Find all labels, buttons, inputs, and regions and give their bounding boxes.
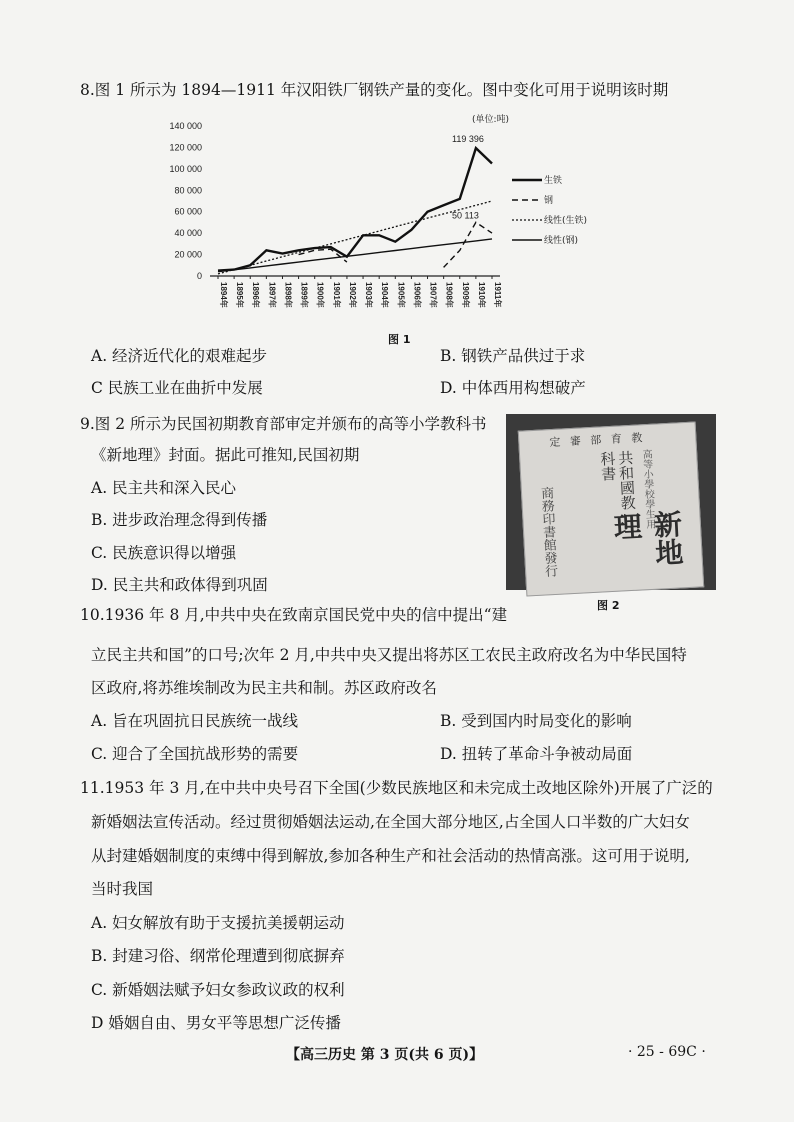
q11-option-d[interactable]: D 婚姻自由、男女平等思想广泛传播 — [91, 1014, 341, 1032]
y-axis-ticks — [169, 121, 202, 281]
cover-publisher-text: 商務印書館發行 — [537, 486, 558, 578]
q11-stem-line-4: 当时我国 — [91, 880, 154, 898]
q10-stem-line-1: 10.1936 年 8 月,中共中央在致南京国民党中央的信中提出“建 — [80, 606, 508, 624]
series-line-线性(钢) — [218, 239, 492, 272]
y-tick-label: 40 000 — [174, 228, 202, 239]
q8-option-d[interactable]: D. 中体西用构想破产 — [440, 379, 586, 397]
cover-top-text: 定 審 部 育 教 — [549, 431, 646, 450]
x-tick-label: 1896年 — [251, 282, 261, 308]
legend-label: 线性(生铁) — [544, 216, 588, 226]
q9-option-c[interactable]: C. 民族意识得以增强 — [91, 544, 237, 562]
y-tick-label: 80 000 — [174, 185, 202, 196]
q8-option-a[interactable]: A. 经济近代化的艰难起步 — [91, 347, 268, 365]
q11-stem-line-1: 11.1953 年 3 月,在中共中央号召下全国(少数民族地区和未完成土改地区除外)开展了广泛的 — [80, 779, 713, 797]
y-tick-label: 0 — [196, 271, 202, 281]
peak-annotation-steel: 50 113 — [452, 210, 479, 221]
cover-title-text: 新地理 — [609, 509, 686, 567]
q9-option-d[interactable]: D. 民主共和政体得到巩固 — [91, 576, 268, 594]
figure-1-caption: 图 1 — [388, 333, 411, 346]
figure-2-caption: 图 2 — [597, 599, 620, 612]
x-tick-label: 1911年 — [493, 282, 502, 308]
x-tick-label: 1910年 — [476, 282, 486, 308]
chart-legend — [512, 174, 587, 246]
y-tick-label: 120 000 — [169, 142, 202, 153]
x-tick-label: 1901年 — [331, 282, 341, 308]
legend-label: 线性(钢) — [544, 236, 579, 246]
x-axis-ticks — [218, 276, 503, 308]
y-tick-label: 140 000 — [169, 121, 202, 131]
q8-stem: 8.图 1 所示为 1894—1911 年汉阳铁厂钢铁产量的变化。图中变化可用于说明该时期 — [80, 81, 669, 99]
x-tick-label: 1902年 — [347, 282, 357, 308]
q10-option-a[interactable]: A. 旨在巩固抗日民族统一战线 — [91, 712, 299, 730]
series-line-生铁 — [218, 148, 492, 271]
legend-label: 钢 — [544, 196, 554, 206]
q8-option-c[interactable]: C 民族工业在曲折中发展 — [91, 379, 263, 397]
chart-series-lines — [218, 148, 492, 274]
y-tick-label: 20 000 — [174, 249, 202, 260]
x-tick-label: 1904年 — [380, 282, 390, 308]
q10-option-b[interactable]: B. 受到国内时局变化的影响 — [440, 712, 632, 730]
x-tick-label: 1895年 — [235, 282, 245, 308]
q10-stem-line-3: 区政府,将苏维埃制改为民主共和制。苏区政府改名 — [91, 679, 437, 697]
y-tick-label: 60 000 — [174, 206, 202, 217]
q11-option-c[interactable]: C. 新婚姻法赋予妇女参政议政的权利 — [91, 981, 345, 999]
textbook-cover — [518, 421, 704, 596]
peak-annotation-iron: 119 396 — [452, 134, 484, 145]
x-tick-label: 1900年 — [315, 282, 325, 308]
q11-option-a[interactable]: A. 妇女解放有助于支援抗美援朝运动 — [91, 914, 345, 932]
q9-option-a[interactable]: A. 民主共和深入民心 — [91, 479, 237, 497]
x-tick-label: 1903年 — [364, 282, 374, 308]
unit-label: (单位:吨) — [472, 115, 510, 125]
q11-stem-line-2: 新婚姻法宣传活动。经过贯彻婚姻法运动,在全国大部分地区,占全国人口半数的广大妇女 — [91, 813, 690, 831]
page-footer: 【高三历史 第 3 页(共 6 页)】 — [286, 1047, 484, 1063]
figure-2-textbook-photo — [506, 414, 716, 590]
x-tick-label: 1897年 — [267, 282, 277, 308]
x-tick-label: 1894年 — [219, 282, 228, 308]
q8-option-b[interactable]: B. 钢铁产品供过于求 — [440, 347, 586, 365]
x-tick-label: 1899年 — [299, 282, 309, 308]
x-tick-label: 1898年 — [283, 282, 293, 308]
exam-code: · 25 - 69C · — [628, 1044, 706, 1060]
x-tick-label: 1909年 — [460, 282, 470, 308]
q11-option-b[interactable]: B. 封建习俗、纲常伦理遭到彻底摒弃 — [91, 947, 345, 965]
q9-stem-line-1: 9.图 2 所示为民国初期教育部审定并颁布的高等小学教科书 — [80, 415, 487, 433]
x-tick-label: 1906年 — [412, 282, 422, 308]
series-line-线性(生铁) — [218, 201, 492, 274]
x-tick-label: 1908年 — [444, 282, 454, 308]
figure-1-chart — [160, 108, 588, 333]
q10-option-d[interactable]: D. 扭转了革命斗争被动局面 — [440, 745, 633, 763]
legend-label: 生铁 — [544, 176, 563, 186]
series-line-钢 — [444, 222, 492, 267]
x-tick-label: 1905年 — [396, 282, 406, 308]
cover-right-text: 高等小學校學生用 — [639, 448, 656, 530]
x-tick-label: 1907年 — [428, 282, 438, 308]
y-tick-label: 100 000 — [169, 163, 202, 174]
q11-stem-line-3: 从封建婚姻制度的束缚中得到解放,参加各种生产和社会活动的热情高涨。这可用于说明, — [91, 847, 690, 865]
q10-option-c[interactable]: C. 迎合了全国抗战形势的需要 — [91, 745, 299, 763]
cover-series-text: 共和國教科書 — [597, 449, 638, 511]
chart-annotations — [452, 113, 509, 220]
q10-stem-line-2: 立民主共和国”的口号;次年 2 月,中共中央又提出将苏区工农民主政府改名为中华民国特 — [91, 646, 687, 664]
q9-option-b[interactable]: B. 进步政治理念得到传播 — [91, 511, 268, 529]
q9-stem-line-2: 《新地理》封面。据此可推知,民国初期 — [91, 446, 360, 464]
